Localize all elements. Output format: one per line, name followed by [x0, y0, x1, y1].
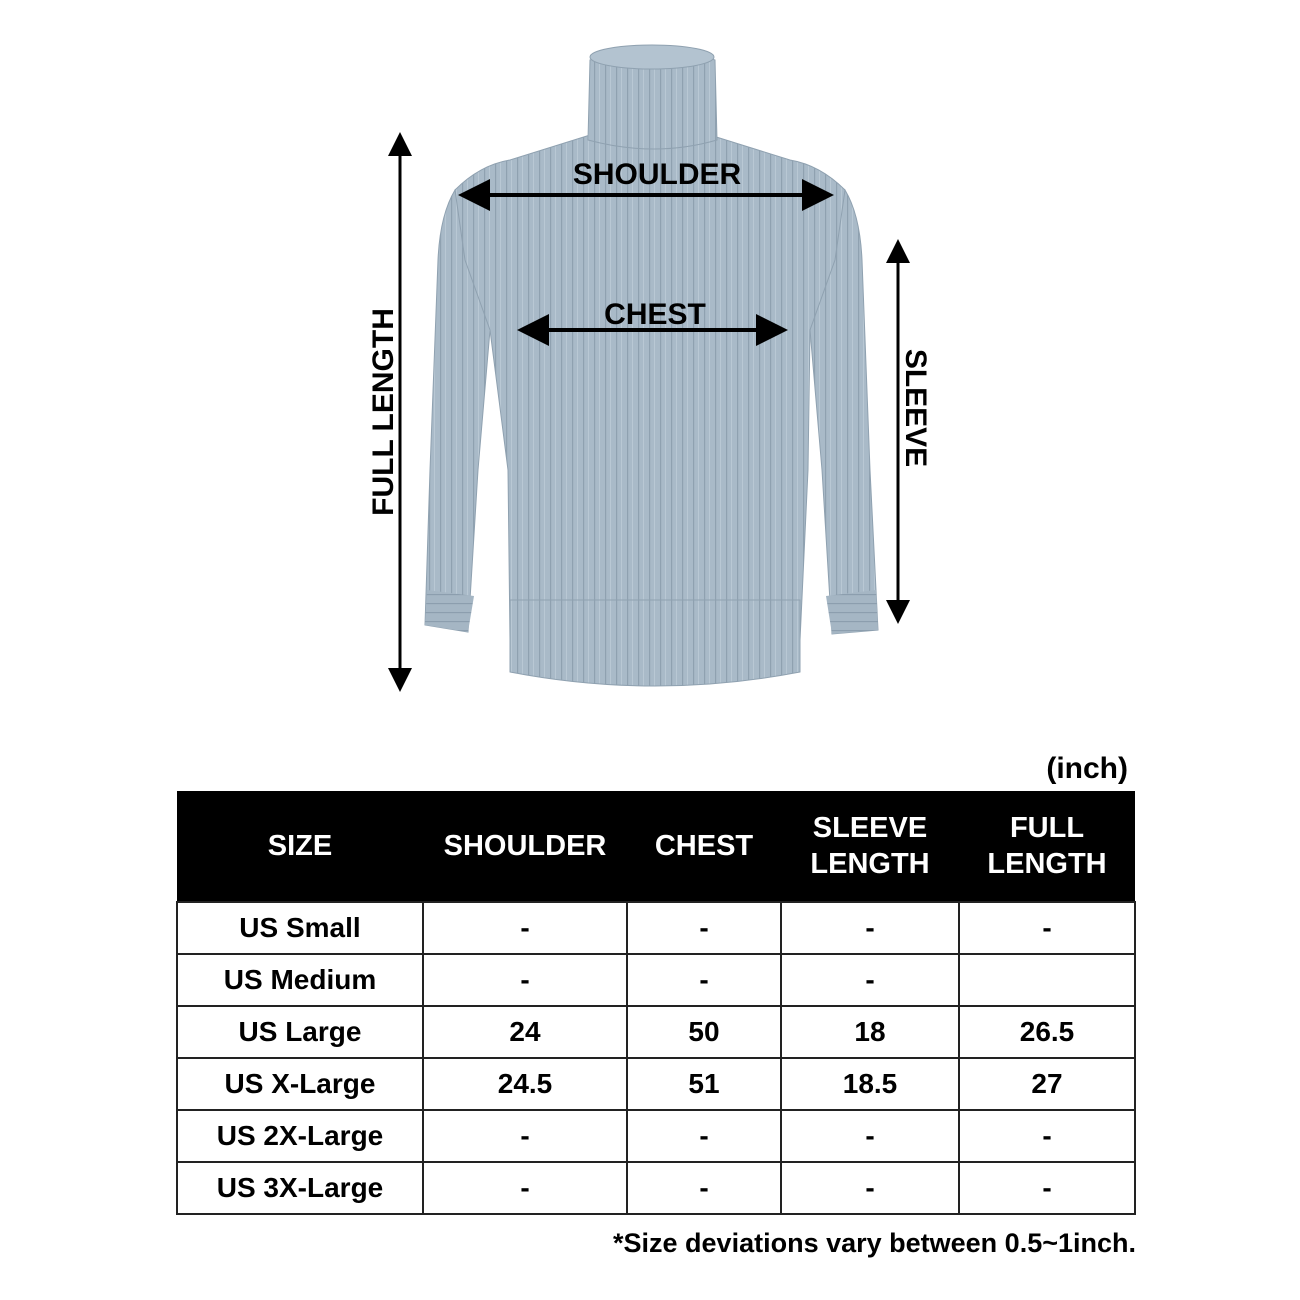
right-cuff: [826, 590, 878, 634]
cell-chest: 51: [627, 1058, 781, 1110]
table-header-row: [177, 791, 1135, 902]
chest-label: CHEST: [604, 298, 706, 331]
cell-sleeve: -: [781, 954, 959, 1006]
cell-size: US 3X-Large: [177, 1162, 423, 1214]
cell-sleeve: 18: [781, 1006, 959, 1058]
cell-size: US Small: [177, 902, 423, 954]
cell-sleeve: -: [781, 902, 959, 954]
cell-length: 26.5: [959, 1006, 1135, 1058]
cell-length: -: [959, 1162, 1135, 1214]
cell-chest: -: [627, 1162, 781, 1214]
cell-sleeve: 18.5: [781, 1058, 959, 1110]
size-deviation-note: *Size deviations vary between 0.5~1inch.: [613, 1228, 1136, 1258]
table-row: [177, 902, 1135, 954]
header-sleeve-length: SLEEVE LENGTH: [781, 791, 959, 902]
left-cuff: [425, 590, 474, 632]
header-size: SIZE: [177, 791, 423, 902]
cell-length: [959, 954, 1135, 1006]
cell-chest: -: [627, 1110, 781, 1162]
cell-shoulder: -: [423, 902, 627, 954]
size-chart-table: [176, 791, 1136, 1215]
header-chest: CHEST: [627, 791, 781, 902]
cell-chest: -: [627, 902, 781, 954]
sweater-hem: [510, 600, 800, 686]
cell-shoulder: 24: [423, 1006, 627, 1058]
cell-shoulder: -: [423, 1110, 627, 1162]
cell-shoulder: -: [423, 1162, 627, 1214]
cell-size: US 2X-Large: [177, 1110, 423, 1162]
table-row: [177, 1110, 1135, 1162]
cell-length: 27: [959, 1058, 1135, 1110]
cell-chest: -: [627, 954, 781, 1006]
unit-label: (inch): [1046, 752, 1128, 785]
collar-top: [590, 45, 714, 69]
table-row: [177, 954, 1135, 1006]
table-row: [177, 1162, 1135, 1214]
cell-chest: 50: [627, 1006, 781, 1058]
sweater-body: [455, 135, 845, 640]
cell-size: US X-Large: [177, 1058, 423, 1110]
cell-length: -: [959, 902, 1135, 954]
cell-shoulder: 24.5: [423, 1058, 627, 1110]
header-shoulder: SHOULDER: [423, 791, 627, 902]
table-row: [177, 1006, 1135, 1058]
header-full-length: FULL LENGTH: [959, 791, 1135, 902]
sleeve-label: SLEEVE: [899, 348, 932, 468]
cell-size: US Large: [177, 1006, 423, 1058]
full-length-label: FULL LENGTH: [367, 308, 400, 516]
cell-sleeve: -: [781, 1162, 959, 1214]
cell-length: -: [959, 1110, 1135, 1162]
cell-size: US Medium: [177, 954, 423, 1006]
shoulder-label: SHOULDER: [572, 158, 742, 191]
cell-sleeve: -: [781, 1110, 959, 1162]
cell-shoulder: -: [423, 954, 627, 1006]
table-row: [177, 1058, 1135, 1110]
